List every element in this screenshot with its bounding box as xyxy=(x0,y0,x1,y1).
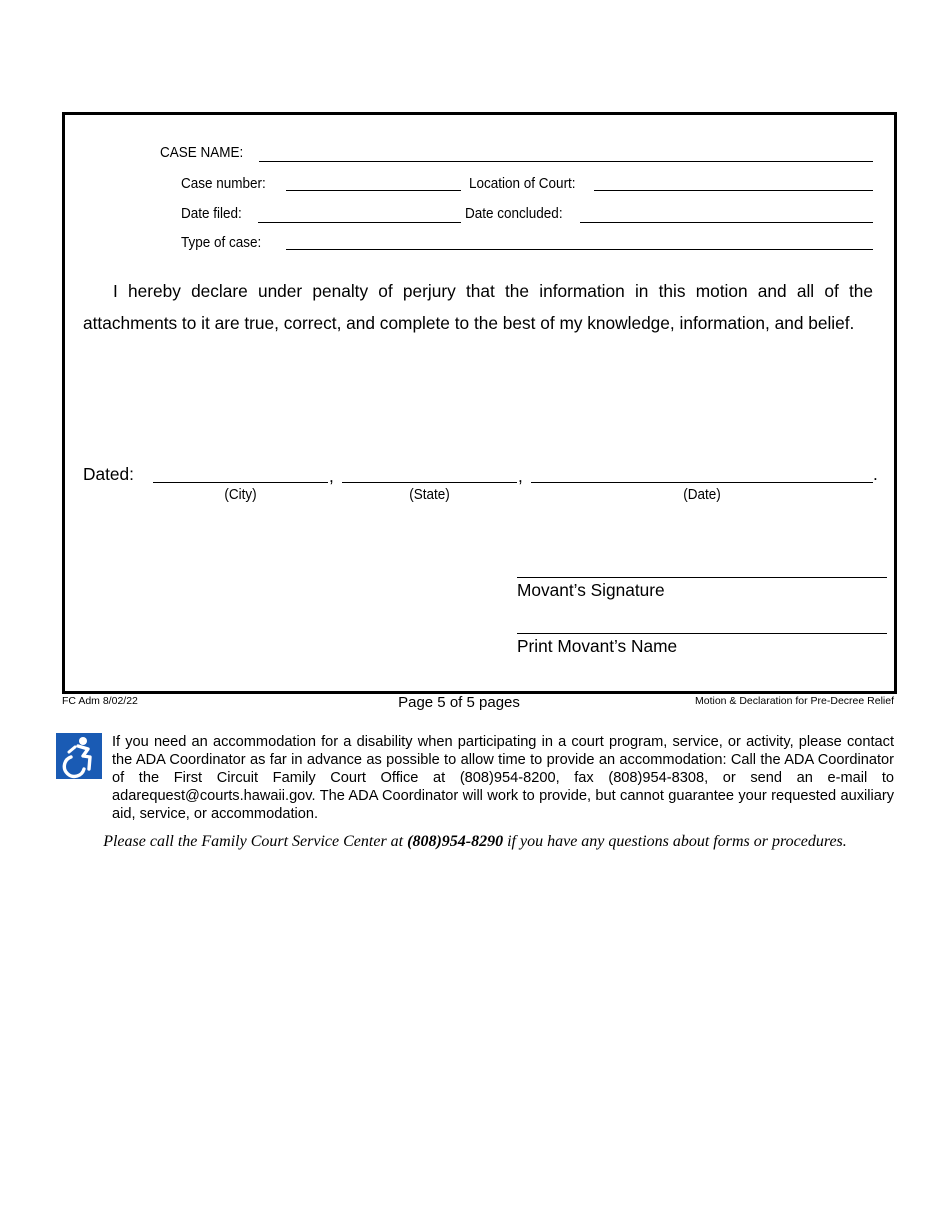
service-center-note xyxy=(0,832,950,852)
service-center-suffix: if you have any questions about forms or procedures. xyxy=(503,833,847,850)
location-of-court-label: Location of Court: xyxy=(469,175,576,192)
type-of-case-field[interactable] xyxy=(286,249,873,250)
state-field[interactable] xyxy=(342,482,517,483)
service-center-phone: (808)954-8290 xyxy=(407,833,504,850)
service-center-prefix: Please call the Family Court Service Center at xyxy=(103,833,408,850)
ada-notice: If you need an accommodation for a disability when participating in a court program, service, or activity, please contact the ADA Coordinator as far in advance as possible to allow time to provide an accommodation: Call the ADA Coordinator of the First Circuit Family Court Office at (808)954-8200, fax (808)954-8308, or send an e-mail to adarequest@courts.hawaii.gov. The ADA Coordinator will work to provide, but cannot guarantee your requested auxiliary aid, service, or accommodation. xyxy=(112,734,894,822)
city-caption: (City) xyxy=(224,486,257,503)
comma-separator: , xyxy=(518,466,523,486)
case-name-label: CASE NAME: xyxy=(160,144,244,161)
print-movant-name-label: Print Movant’s Name xyxy=(517,636,678,656)
date-caption: (Date) xyxy=(683,486,721,503)
movant-signature-label: Movant’s Signature xyxy=(517,580,665,600)
date-filed-label: Date filed: xyxy=(181,205,242,222)
accessibility-icon xyxy=(56,733,102,779)
dated-label: Dated: xyxy=(83,464,134,484)
page-indicator: Page 5 of 5 pages xyxy=(398,694,520,711)
date-concluded-field[interactable] xyxy=(580,222,873,223)
date-field[interactable] xyxy=(531,482,873,483)
date-concluded-label: Date concluded: xyxy=(465,205,563,222)
type-of-case-label: Type of case: xyxy=(181,234,262,251)
document-title: Motion & Declaration for Pre-Decree Relief xyxy=(695,695,894,707)
location-of-court-field[interactable] xyxy=(594,190,873,191)
print-name-line[interactable] xyxy=(517,633,887,634)
comma-separator: , xyxy=(329,466,334,486)
perjury-declaration: I hereby declare under penalty of perjury that the information in this motion and all of the attachments to it are true, correct, and complete to the best of my knowledge, information, and belief. xyxy=(83,281,873,333)
date-filed-field[interactable] xyxy=(258,222,461,223)
state-caption: (State) xyxy=(409,486,450,503)
signature-line[interactable] xyxy=(517,577,887,578)
case-name-field[interactable] xyxy=(259,161,873,162)
city-field[interactable] xyxy=(153,482,328,483)
case-number-label: Case number: xyxy=(181,175,266,192)
form-frame xyxy=(62,112,897,694)
form-code: FC Adm 8/02/22 xyxy=(62,695,138,707)
case-number-field[interactable] xyxy=(286,190,461,191)
period-mark: . xyxy=(873,464,878,484)
